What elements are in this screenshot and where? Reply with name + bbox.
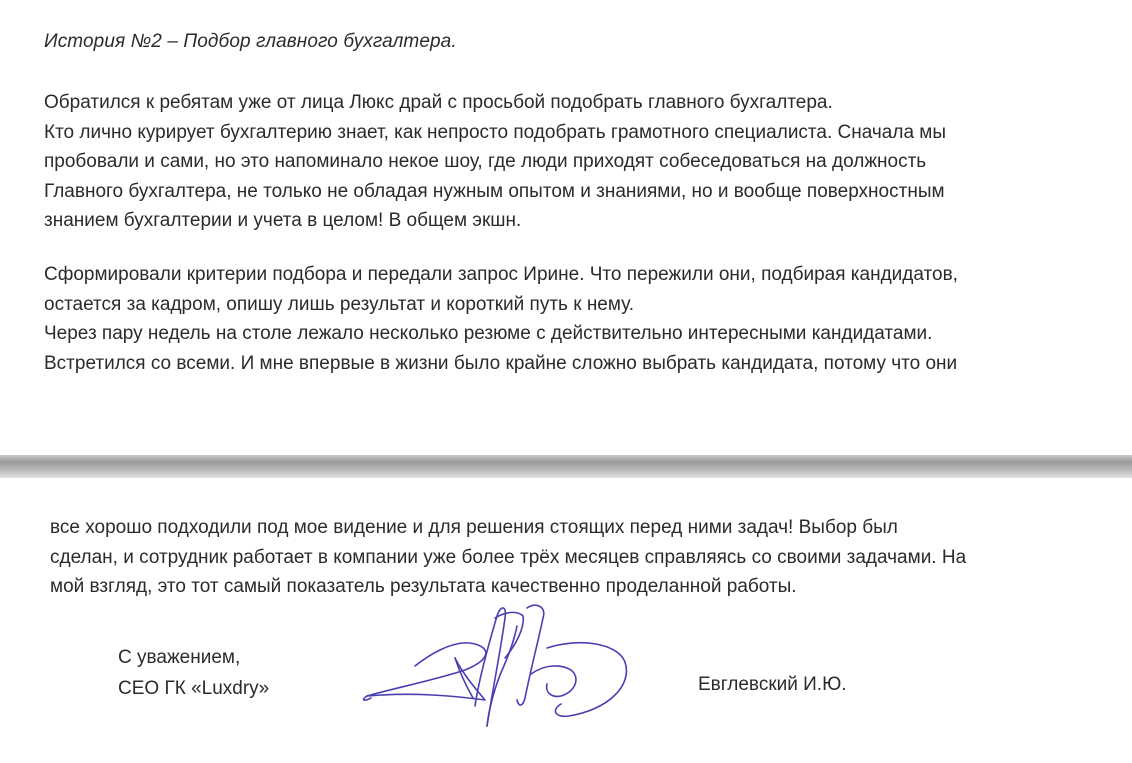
- paragraph-2-line: Сформировали критерии подбора и передали запрос Ирине. Что пережили они, подбирая кандидатов,: [44, 264, 958, 285]
- closing-regards: С уважением,: [118, 647, 241, 668]
- handwritten-signature-icon: [355, 588, 645, 738]
- closing-block: [118, 642, 269, 704]
- paragraph-1-line: знанием бухгалтерии и учета в целом! В общем экшн.: [44, 210, 522, 231]
- paragraph-2-line: остается за кадром, опишу лишь результат и короткий путь к нему.: [44, 293, 635, 315]
- paragraph-1: [44, 88, 946, 236]
- page-break-divider: [0, 455, 1132, 478]
- story-title: История №2 – Подбор главного бухгалтера.: [44, 31, 457, 52]
- paragraph-2: [44, 260, 958, 378]
- paragraph-1-line: Обратился к ребятам уже от лица Люкс драй с просьбой подобрать главного бухгалтера.: [44, 92, 833, 113]
- paragraph-3-line: сделан, и сотрудник работает в компании уже более трёх месяцев справляясь со своими задачами. На: [50, 546, 967, 568]
- paragraph-2-line: Встретился со всеми. И мне впервые в жизни было крайне сложно выбрать кандидата, потому что они: [44, 352, 958, 374]
- paragraph-1-line: Кто лично курирует бухгалтерию знает, как непросто подобрать грамотного специалиста. Сначала мы: [44, 121, 947, 143]
- closing-position: CEO ГК «Luxdry»: [118, 678, 270, 699]
- paragraph-3-line: все хорошо подходили под мое видение и для решения стоящих перед ними задач! Выбор был: [50, 517, 898, 538]
- paragraph-2-line: Через пару недель на столе лежало несколько резюме с действительно интересными кандидатами.: [44, 323, 933, 344]
- paragraph-1-line: пробовали и сами, но это напоминало некое шоу, где люди приходят собеседоваться на должность: [44, 151, 927, 172]
- paragraph-1-line: Главного бухгалтера, не только не обладая нужным опытом и знаниями, но и вообще поверхностным: [44, 180, 945, 202]
- signer-name: Евглевский И.Ю.: [698, 674, 847, 695]
- paragraph-3-line: мой взгляд, это тот самый показатель результата качественно проделанной работы.: [50, 576, 797, 597]
